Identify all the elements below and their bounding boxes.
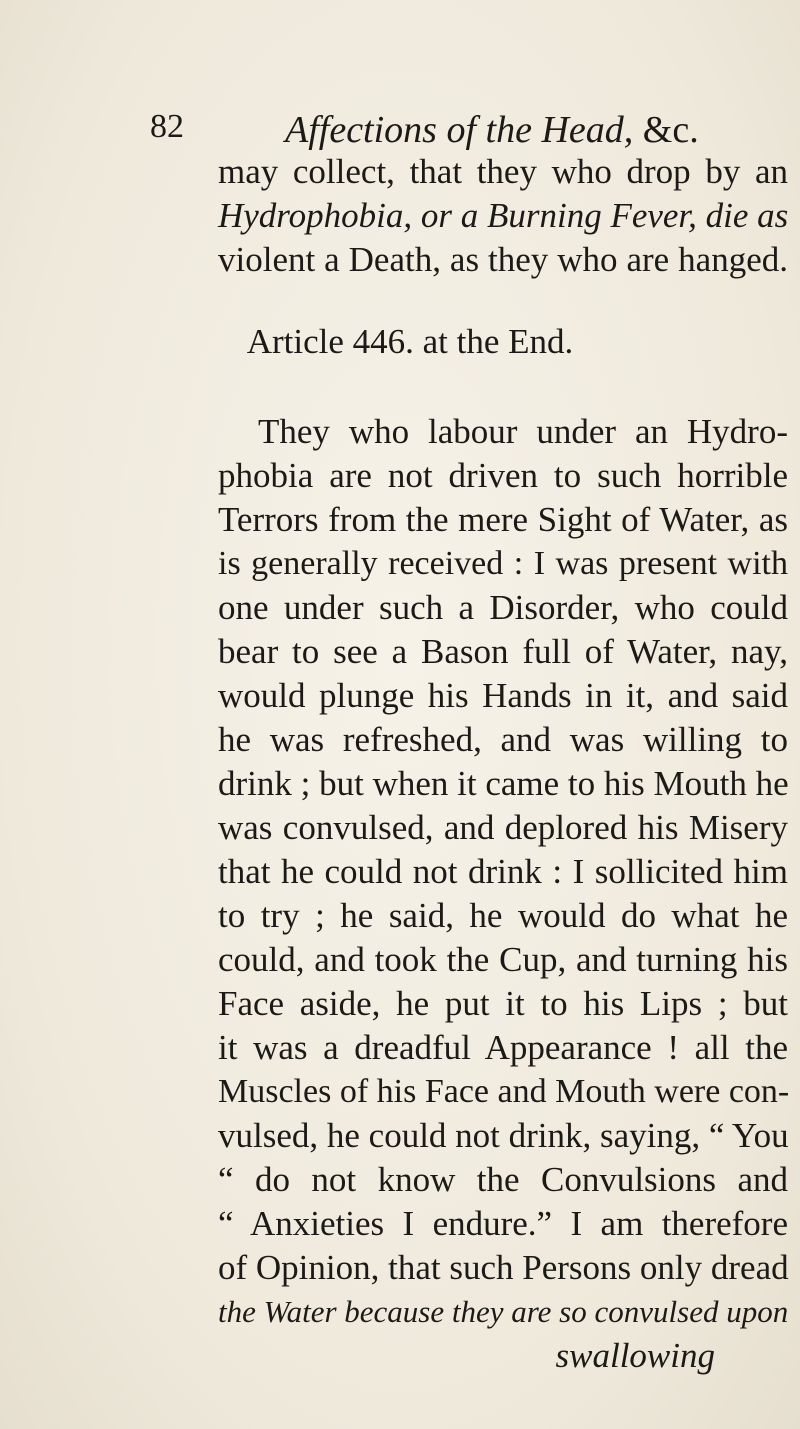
- text-line: violent a Death, as they who are hanged.: [218, 240, 788, 279]
- page-number: 82: [150, 108, 184, 145]
- text-line: They who labour under an Hydro-: [258, 412, 788, 451]
- text-line: bear to see a Bason full of Water, nay,: [218, 632, 788, 671]
- text-line: may collect, that they who drop by an: [218, 152, 788, 191]
- text-line-part: the Water because they are so convulsed upon: [218, 1294, 789, 1329]
- text-line: Muscles of his Face and Mouth were con-: [218, 1073, 790, 1110]
- text-line: could, and took the Cup, and turning his: [218, 940, 788, 979]
- text-line: “ do not know the Convulsions and: [218, 1160, 788, 1199]
- text-line: of Opinion, that such Persons only dread: [218, 1248, 789, 1287]
- text-line: drink ; but when it came to his Mouth he: [218, 764, 789, 803]
- running-head-title: Affections of the Head,: [285, 109, 634, 151]
- running-head: [285, 108, 699, 152]
- text-line: would plunge his Hands in it, and said: [218, 676, 788, 715]
- running-head-etc: &c.: [633, 109, 699, 151]
- text-line: “ Anxieties I endure.” I am therefore: [218, 1204, 788, 1243]
- text-line: Face aside, he put it to his Lips ; but: [218, 984, 788, 1023]
- text-line: that he could not drink : I sollicited him: [218, 852, 788, 891]
- text-line: phobia are not driven to such horrible: [218, 456, 788, 495]
- text-line: he was refreshed, and was willing to: [218, 720, 788, 759]
- text-line: it was a dreadful Appearance ! all the: [218, 1028, 788, 1067]
- catchword-text: swallowing: [555, 1336, 715, 1375]
- text-line-part: Hydrophobia, or a Burning Fever, die as: [218, 196, 789, 235]
- catchword: [0, 1334, 715, 1378]
- text-line: one under such a Disorder, who could: [218, 588, 788, 627]
- text-line: to try ; he said, he would do what he: [218, 896, 788, 935]
- text-line: [218, 194, 788, 238]
- text-line: [218, 1290, 788, 1334]
- text-line: vulsed, he could not drink, saying, “ You: [218, 1116, 789, 1155]
- article-heading: Article 446. at the End.: [246, 322, 574, 361]
- text-line: is generally received : I was present with: [218, 545, 788, 582]
- text-line: was convulsed, and deplored his Misery: [218, 808, 788, 847]
- text-line: Terrors from the mere Sight of Water, as: [218, 500, 788, 539]
